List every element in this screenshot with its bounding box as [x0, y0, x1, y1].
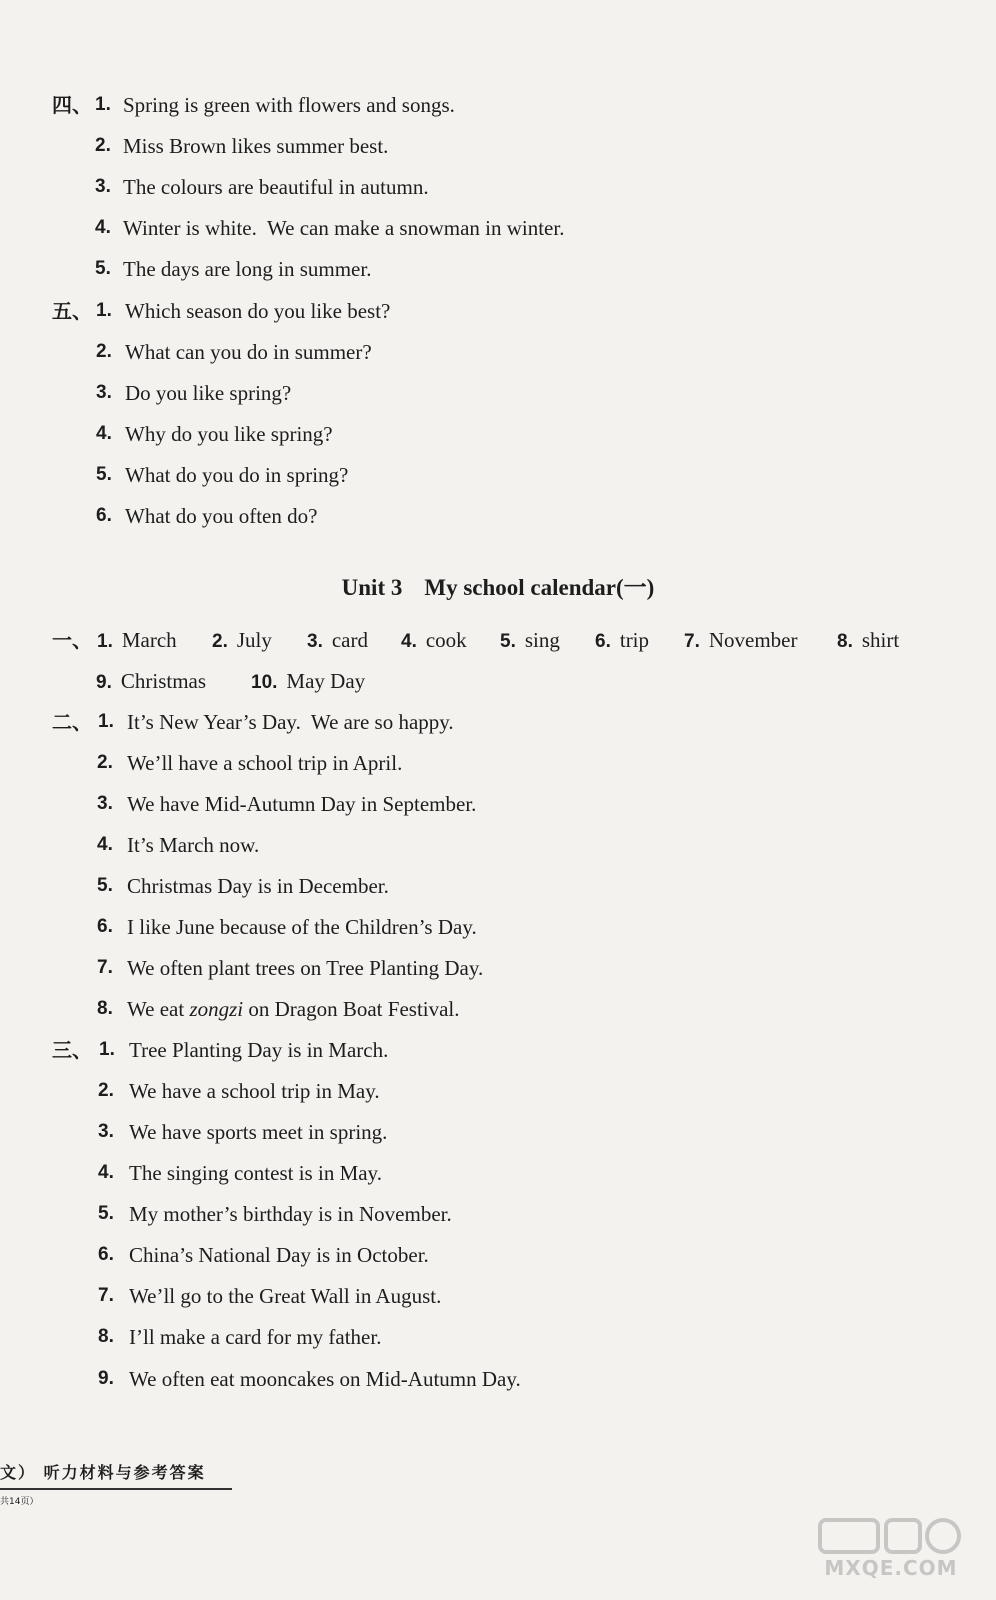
item-text: My mother’s birthday is in November.	[129, 1202, 452, 1226]
word-item: 8. shirt	[837, 628, 900, 652]
watermark-text: MXQE.COM	[824, 1556, 958, 1580]
part2-label: 二、	[52, 710, 92, 734]
item-text: The singing contest is in May.	[129, 1161, 382, 1185]
part2-row-2	[0, 748, 996, 778]
item-text: China’s National Day is in October.	[129, 1243, 429, 1267]
part1-row-1	[0, 625, 996, 655]
item-text: The days are long in summer.	[123, 257, 372, 281]
word-item: 6. trip	[595, 628, 650, 652]
item-text: It’s New Year’s Day. We are so happy.	[127, 710, 454, 734]
part4-row-1	[0, 90, 996, 120]
part5-row-5	[0, 460, 996, 490]
item-number: 3.	[95, 176, 111, 197]
item-text: We’ll have a school trip in April.	[127, 751, 403, 775]
part3-row-6	[0, 1240, 996, 1270]
part5-row-4	[0, 419, 996, 449]
item-number: 3.	[97, 793, 113, 814]
part3-row-8	[0, 1322, 996, 1352]
item-text: Why do you like spring?	[125, 422, 333, 446]
part5-label: 五、	[52, 299, 92, 323]
item-text: We have Mid-Autumn Day in September.	[127, 792, 477, 816]
item-text: I’ll make a card for my father.	[129, 1325, 382, 1349]
part4-row-4	[0, 213, 996, 243]
word-item: 9. Christmas	[96, 669, 207, 693]
part1-row-2	[0, 666, 996, 696]
part2-row-6	[0, 912, 996, 942]
item-text: We’ll go to the Great Wall in August.	[129, 1284, 442, 1308]
item-text: Winter is white. We can make a snowman in winter.	[123, 216, 565, 240]
item-number: 7.	[97, 957, 113, 978]
watermark-logo	[816, 1516, 966, 1580]
footer-label: 文） 听力材料与参考答案	[0, 1463, 206, 1482]
part5-row-2	[0, 337, 996, 367]
part3-row-3	[0, 1117, 996, 1147]
item-text: Miss Brown likes summer best.	[123, 134, 389, 158]
footer-page-count: 共14页）	[0, 1497, 39, 1507]
item-number: 1.	[95, 94, 111, 115]
part4-row-2	[0, 131, 996, 161]
item-text: We often eat mooncakes on Mid-Autumn Day.	[129, 1367, 521, 1391]
item-number: 2.	[97, 752, 113, 773]
unit-name: My school calendar(一)	[424, 575, 655, 600]
item-text: Which season do you like best?	[125, 299, 391, 323]
part1-label: 一、	[52, 628, 92, 652]
item-text: The colours are beautiful in autumn.	[123, 175, 429, 199]
part2-row-3	[0, 789, 996, 819]
footer-divider	[0, 1488, 232, 1490]
item-number: 6.	[96, 505, 112, 526]
item-number: 5.	[98, 1203, 114, 1224]
word-item: 1. March	[97, 628, 177, 652]
item-number: 4.	[96, 423, 112, 444]
item-number: 2.	[95, 135, 111, 156]
part3-row-4	[0, 1158, 996, 1188]
part2-row-5	[0, 871, 996, 901]
item-number: 6.	[98, 1244, 114, 1265]
part2-row-7	[0, 953, 996, 983]
item-number: 1.	[99, 1039, 115, 1060]
part2-row-4	[0, 830, 996, 860]
part3-row-2	[0, 1076, 996, 1106]
item-number: 7.	[98, 1285, 114, 1306]
part3-row-1	[0, 1035, 996, 1065]
item-text: Do you like spring?	[125, 381, 292, 405]
part4-label: 四、	[52, 93, 92, 117]
item-number: 2.	[98, 1080, 114, 1101]
item-text: We eat zongzi on Dragon Boat Festival.	[127, 997, 460, 1021]
item-text: Spring is green with flowers and songs.	[123, 93, 455, 117]
item-number: 5.	[96, 464, 112, 485]
word-item: 7. November	[684, 628, 798, 652]
item-text: It’s March now.	[127, 833, 260, 857]
item-number: 3.	[98, 1121, 114, 1142]
word-item: 3. card	[307, 628, 368, 652]
watermark-icon	[816, 1516, 966, 1558]
item-number: 1.	[96, 300, 112, 321]
item-number: 5.	[97, 875, 113, 896]
item-number: 8.	[98, 1326, 114, 1347]
item-number: 8.	[97, 998, 113, 1019]
item-text: What do you often do?	[125, 504, 318, 528]
part3-row-9	[0, 1364, 996, 1394]
unit-title	[0, 571, 996, 605]
word-item: 10. May Day	[251, 669, 366, 693]
item-text: We often plant trees on Tree Planting Day.	[127, 956, 484, 980]
part3-row-7	[0, 1281, 996, 1311]
item-number: 5.	[95, 258, 111, 279]
item-text: We have sports meet in spring.	[129, 1120, 388, 1144]
word-item: 2. July	[212, 628, 272, 652]
part3-row-5	[0, 1199, 996, 1229]
item-text: What can you do in summer?	[125, 340, 372, 364]
part3-label: 三、	[52, 1038, 92, 1062]
part4-row-5	[0, 254, 996, 284]
part5-row-6	[0, 501, 996, 531]
item-number: 4.	[95, 217, 111, 238]
part4-row-3	[0, 172, 996, 202]
item-text: What do you do in spring?	[125, 463, 349, 487]
item-number: 4.	[98, 1162, 114, 1183]
item-text: Tree Planting Day is in March.	[129, 1038, 389, 1062]
unit-number: Unit 3	[341, 575, 403, 600]
part5-row-1	[0, 296, 996, 326]
part2-row-1	[0, 707, 996, 737]
item-number: 1.	[98, 711, 114, 732]
part2-row-8	[0, 994, 996, 1024]
item-number: 2.	[96, 341, 112, 362]
item-number: 3.	[96, 382, 112, 403]
word-item: 5. sing	[500, 628, 560, 652]
item-text: We have a school trip in May.	[129, 1079, 380, 1103]
item-number: 6.	[97, 916, 113, 937]
item-text: Christmas Day is in December.	[127, 874, 389, 898]
item-number: 9.	[98, 1368, 114, 1389]
part5-row-3	[0, 378, 996, 408]
item-number: 4.	[97, 834, 113, 855]
word-item: 4. cook	[401, 628, 467, 652]
item-text: I like June because of the Children’s Day.	[127, 915, 477, 939]
